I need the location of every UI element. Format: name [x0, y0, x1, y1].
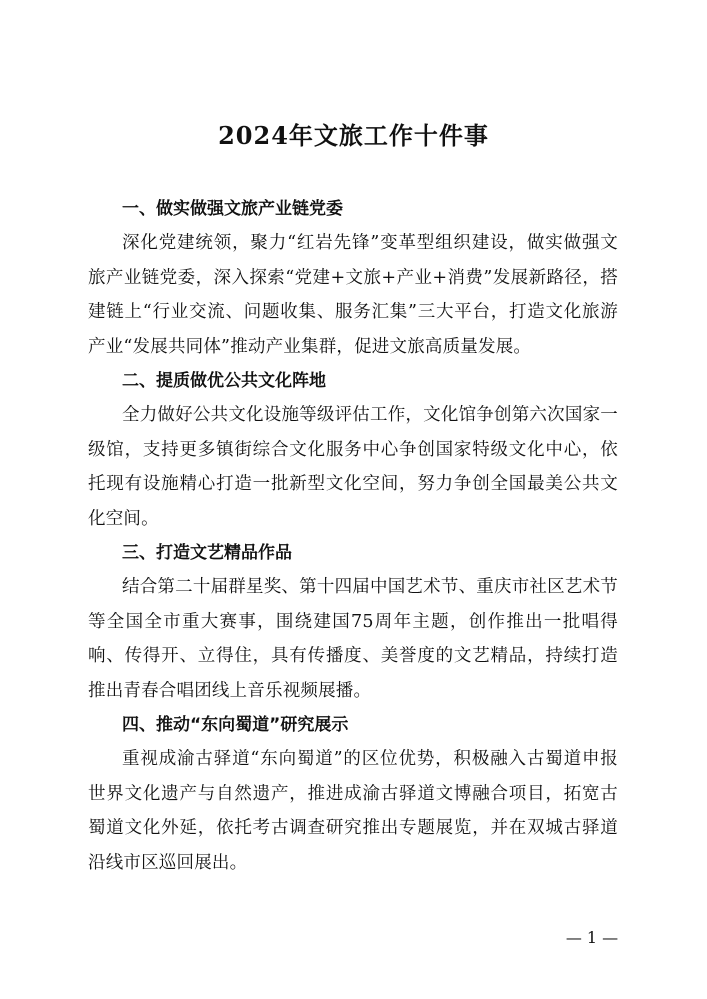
- section-paragraph: 结合第二十届群星奖、第十四届中国艺术节、重庆市社区艺术节等全国全市重大赛事，围绕建国75周年主题，创作推出一批唱得响、传得开、立得住，具有传播度、美誉度的文艺精品，持续打造推出青春合唱团线上音乐视频展播。: [88, 577, 618, 701]
- section-paragraph: 全力做好公共文化设施等级评估工作，文化馆争创第六次国家一级馆，支持更多镇街综合文化服务中心争创国家特级文化中心，依托现有设施精心打造一批新型文化空间，努力争创全国最美公共文化空间。: [88, 405, 618, 529]
- document-title: 2024年文旅工作十件事: [218, 121, 489, 150]
- section-3: [88, 536, 618, 708]
- section-4: [88, 708, 618, 880]
- section-heading: 三、打造文艺精品作品: [122, 543, 292, 563]
- page-number: — 1 —: [565, 928, 619, 947]
- section-heading: 二、提质做优公共文化阵地: [122, 371, 326, 391]
- section-2: [88, 364, 618, 536]
- section-heading: 一、做实做强文旅产业链党委: [122, 199, 343, 219]
- section-paragraph: 重视成渝古驿道“东向蜀道”的区位优势，积极融入古蜀道申报世界文化遗产与自然遗产，推进成渝古驿道文博融合项目，拓宽古蜀道文化外延，依托考古调查研究推出专题展览，并在双城古驿道沿线市区巡回展出。: [88, 749, 618, 873]
- document-body: [88, 192, 618, 880]
- section-heading: 四、推动“东向蜀道”研究展示: [122, 715, 349, 735]
- section-paragraph: 深化党建统领，聚力“红岩先锋”变革型组织建设，做实做强文旅产业链党委，深入探索“党建+文旅+产业+消费”发展新路径，搭建链上“行业交流、问题收集、服务汇集”三大平台，打造文化旅游产业“发展共同体”推动产业集群，促进文旅高质量发展。: [88, 233, 618, 357]
- section-1: [88, 192, 618, 364]
